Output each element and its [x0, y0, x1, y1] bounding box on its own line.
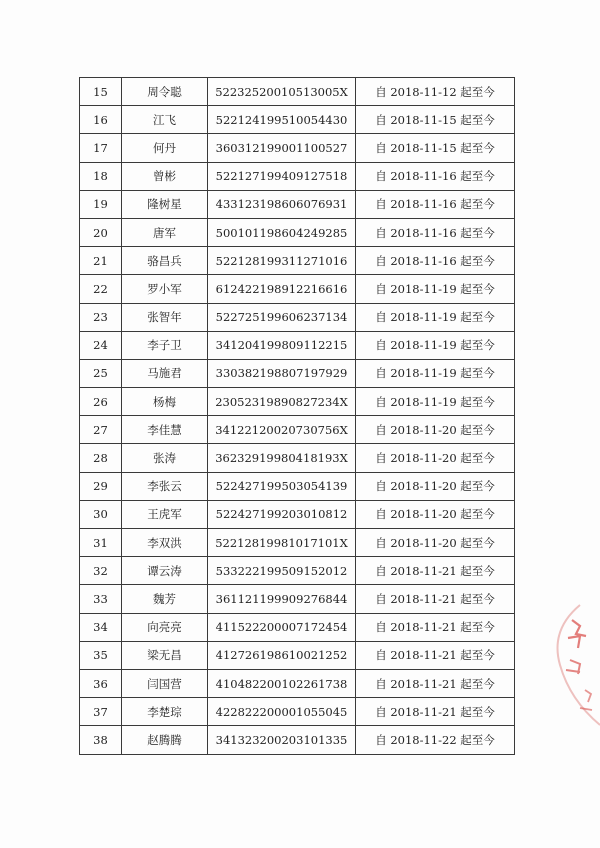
person-name: 周令聪	[122, 78, 208, 106]
table-row	[80, 388, 515, 416]
id-number: 23052319890827234X	[208, 388, 356, 416]
person-name: 隆树星	[122, 190, 208, 218]
id-number: 52232520010513005X	[208, 78, 356, 106]
person-name: 李张云	[122, 472, 208, 500]
person-name: 曾彬	[122, 162, 208, 190]
person-name: 梁无昌	[122, 641, 208, 669]
table-row	[80, 190, 515, 218]
table-row	[80, 247, 515, 275]
table-row	[80, 416, 515, 444]
table-row	[80, 106, 515, 134]
table-row	[80, 557, 515, 585]
person-name: 骆昌兵	[122, 247, 208, 275]
employment-period: 自 2018-11-15 起至今	[356, 134, 515, 162]
row-number: 38	[80, 726, 122, 754]
id-number: 412726198610021252	[208, 641, 356, 669]
employment-period: 自 2018-11-20 起至今	[356, 500, 515, 528]
table-row	[80, 162, 515, 190]
employment-period: 自 2018-11-22 起至今	[356, 726, 515, 754]
row-number: 19	[80, 190, 122, 218]
employment-period: 自 2018-11-21 起至今	[356, 641, 515, 669]
id-number: 522124199510054430	[208, 106, 356, 134]
id-number: 522427199203010812	[208, 500, 356, 528]
table-row	[80, 218, 515, 246]
employment-period: 自 2018-11-20 起至今	[356, 529, 515, 557]
table-row	[80, 444, 515, 472]
table-row	[80, 613, 515, 641]
person-name: 李子卫	[122, 331, 208, 359]
id-number: 533222199509152012	[208, 557, 356, 585]
person-name: 江飞	[122, 106, 208, 134]
row-number: 36	[80, 669, 122, 697]
id-number: 360312199001100527	[208, 134, 356, 162]
table-row	[80, 303, 515, 331]
id-number: 361121199909276844	[208, 585, 356, 613]
person-name: 王虎军	[122, 500, 208, 528]
employment-period: 自 2018-11-21 起至今	[356, 557, 515, 585]
row-number: 22	[80, 275, 122, 303]
row-number: 23	[80, 303, 122, 331]
table-row	[80, 726, 515, 754]
id-number: 433123198606076931	[208, 190, 356, 218]
person-name: 赵腾腾	[122, 726, 208, 754]
id-number: 522427199503054139	[208, 472, 356, 500]
id-number: 341204199809112215	[208, 331, 356, 359]
employment-period: 自 2018-11-19 起至今	[356, 359, 515, 387]
person-name: 李双洪	[122, 529, 208, 557]
employment-period: 自 2018-11-19 起至今	[356, 388, 515, 416]
row-number: 20	[80, 218, 122, 246]
person-name: 向亮亮	[122, 613, 208, 641]
person-name: 谭云涛	[122, 557, 208, 585]
employment-period: 自 2018-11-20 起至今	[356, 472, 515, 500]
id-number: 422822200001055045	[208, 698, 356, 726]
employment-period: 自 2018-11-12 起至今	[356, 78, 515, 106]
id-number: 500101198604249285	[208, 218, 356, 246]
employee-table	[79, 77, 515, 755]
table-row	[80, 331, 515, 359]
person-name: 李佳慧	[122, 416, 208, 444]
row-number: 16	[80, 106, 122, 134]
row-number: 25	[80, 359, 122, 387]
employment-period: 自 2018-11-19 起至今	[356, 275, 515, 303]
employment-period: 自 2018-11-20 起至今	[356, 444, 515, 472]
row-number: 35	[80, 641, 122, 669]
employment-period: 自 2018-11-16 起至今	[356, 218, 515, 246]
id-number: 330382198807197929	[208, 359, 356, 387]
id-number: 52212819981017101X	[208, 529, 356, 557]
row-number: 32	[80, 557, 122, 585]
employment-period: 自 2018-11-21 起至今	[356, 698, 515, 726]
employment-period: 自 2018-11-20 起至今	[356, 416, 515, 444]
table-row	[80, 500, 515, 528]
employment-period: 自 2018-11-21 起至今	[356, 585, 515, 613]
row-number: 17	[80, 134, 122, 162]
person-name: 张涛	[122, 444, 208, 472]
table-row	[80, 275, 515, 303]
person-name: 罗小军	[122, 275, 208, 303]
row-number: 24	[80, 331, 122, 359]
row-number: 21	[80, 247, 122, 275]
row-number: 30	[80, 500, 122, 528]
table-row	[80, 529, 515, 557]
table-row	[80, 359, 515, 387]
red-seal-stamp	[540, 600, 600, 730]
person-name: 马施君	[122, 359, 208, 387]
id-number: 522127199409127518	[208, 162, 356, 190]
table-row	[80, 134, 515, 162]
table-row	[80, 78, 515, 106]
table-row	[80, 472, 515, 500]
id-number: 411522200007172454	[208, 613, 356, 641]
table-body	[80, 78, 515, 755]
row-number: 37	[80, 698, 122, 726]
id-number: 612422198912216616	[208, 275, 356, 303]
row-number: 28	[80, 444, 122, 472]
row-number: 18	[80, 162, 122, 190]
person-name: 魏芳	[122, 585, 208, 613]
table-row	[80, 698, 515, 726]
table-row	[80, 669, 515, 697]
id-number: 410482200102261738	[208, 669, 356, 697]
person-name: 杨梅	[122, 388, 208, 416]
employment-period: 自 2018-11-15 起至今	[356, 106, 515, 134]
row-number: 29	[80, 472, 122, 500]
row-number: 31	[80, 529, 122, 557]
employment-period: 自 2018-11-16 起至今	[356, 162, 515, 190]
row-number: 15	[80, 78, 122, 106]
employment-period: 自 2018-11-16 起至今	[356, 247, 515, 275]
row-number: 27	[80, 416, 122, 444]
row-number: 26	[80, 388, 122, 416]
row-number: 34	[80, 613, 122, 641]
employment-period: 自 2018-11-19 起至今	[356, 331, 515, 359]
person-name: 闫国营	[122, 669, 208, 697]
person-name: 唐军	[122, 218, 208, 246]
employment-period: 自 2018-11-21 起至今	[356, 613, 515, 641]
table-row	[80, 641, 515, 669]
employment-period: 自 2018-11-16 起至今	[356, 190, 515, 218]
employment-period: 自 2018-11-19 起至今	[356, 303, 515, 331]
id-number: 34122120020730756X	[208, 416, 356, 444]
id-number: 36232919980418193X	[208, 444, 356, 472]
row-number: 33	[80, 585, 122, 613]
table-row	[80, 585, 515, 613]
id-number: 341323200203101335	[208, 726, 356, 754]
person-name: 张智年	[122, 303, 208, 331]
person-name: 李楚琮	[122, 698, 208, 726]
id-number: 522128199311271016	[208, 247, 356, 275]
person-name: 何丹	[122, 134, 208, 162]
employment-period: 自 2018-11-21 起至今	[356, 669, 515, 697]
id-number: 522725199606237134	[208, 303, 356, 331]
